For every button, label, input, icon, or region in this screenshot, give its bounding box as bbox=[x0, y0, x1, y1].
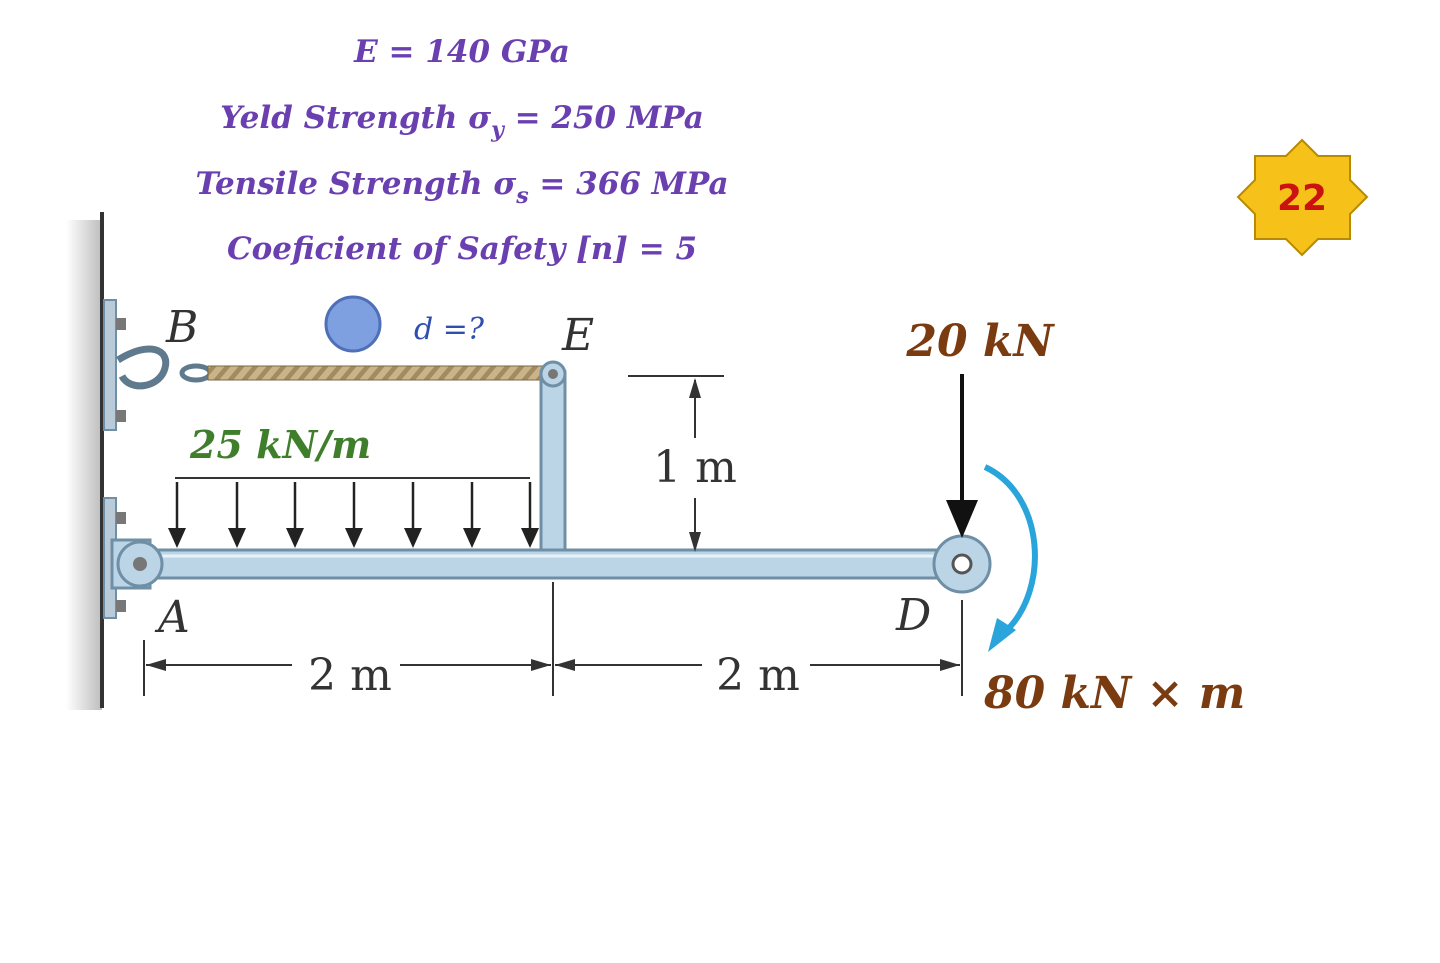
udl-arrowhead bbox=[168, 528, 186, 548]
down-arrow-icon bbox=[946, 500, 978, 538]
distributed-load bbox=[168, 422, 539, 548]
point-a-label: A bbox=[158, 592, 190, 643]
moment-label: 80 kN × m bbox=[984, 668, 1246, 719]
left-span-label: 2 m bbox=[308, 650, 392, 701]
hook-b bbox=[118, 349, 210, 386]
height-dimension-label: 1 m bbox=[653, 442, 737, 493]
cable-section-icon bbox=[326, 297, 380, 351]
diameter-label: d =? bbox=[414, 312, 484, 347]
applied-moment bbox=[983, 467, 1245, 719]
material-properties bbox=[195, 34, 728, 267]
span-dimensions bbox=[144, 582, 962, 701]
udl-arrowhead bbox=[286, 528, 304, 548]
problem-badge bbox=[1238, 140, 1367, 255]
height-dimension bbox=[628, 376, 737, 552]
point-e-label: E bbox=[562, 310, 595, 361]
yield-strength-text: Yeld Strength $\sigma_y = 250$ MPa bbox=[220, 100, 704, 143]
udl-arrowhead bbox=[521, 528, 539, 548]
point-d-label: D bbox=[896, 590, 932, 641]
cable-be bbox=[208, 366, 550, 380]
udl-arrowhead bbox=[404, 528, 422, 548]
wall bbox=[66, 212, 126, 710]
udl-arrowhead bbox=[228, 528, 246, 548]
point-b-label: B bbox=[166, 302, 199, 353]
right-span-label: 2 m bbox=[716, 650, 800, 701]
problem-number: 22 bbox=[1276, 178, 1328, 219]
point-load-label: 20 kN bbox=[906, 316, 1054, 367]
modulus-text: E = 140 GPa bbox=[354, 34, 570, 70]
safety-factor-text: Coeficient of Safety [n] = 5 bbox=[226, 231, 698, 267]
udl-arrowhead bbox=[463, 528, 481, 548]
tensile-strength-text: Tensile Strength $\sigma_s = 366$ MPa bbox=[195, 166, 729, 209]
distributed-load-label: 25 kN/m bbox=[190, 422, 372, 467]
point-load bbox=[905, 316, 1055, 538]
udl-arrowhead bbox=[345, 528, 363, 548]
